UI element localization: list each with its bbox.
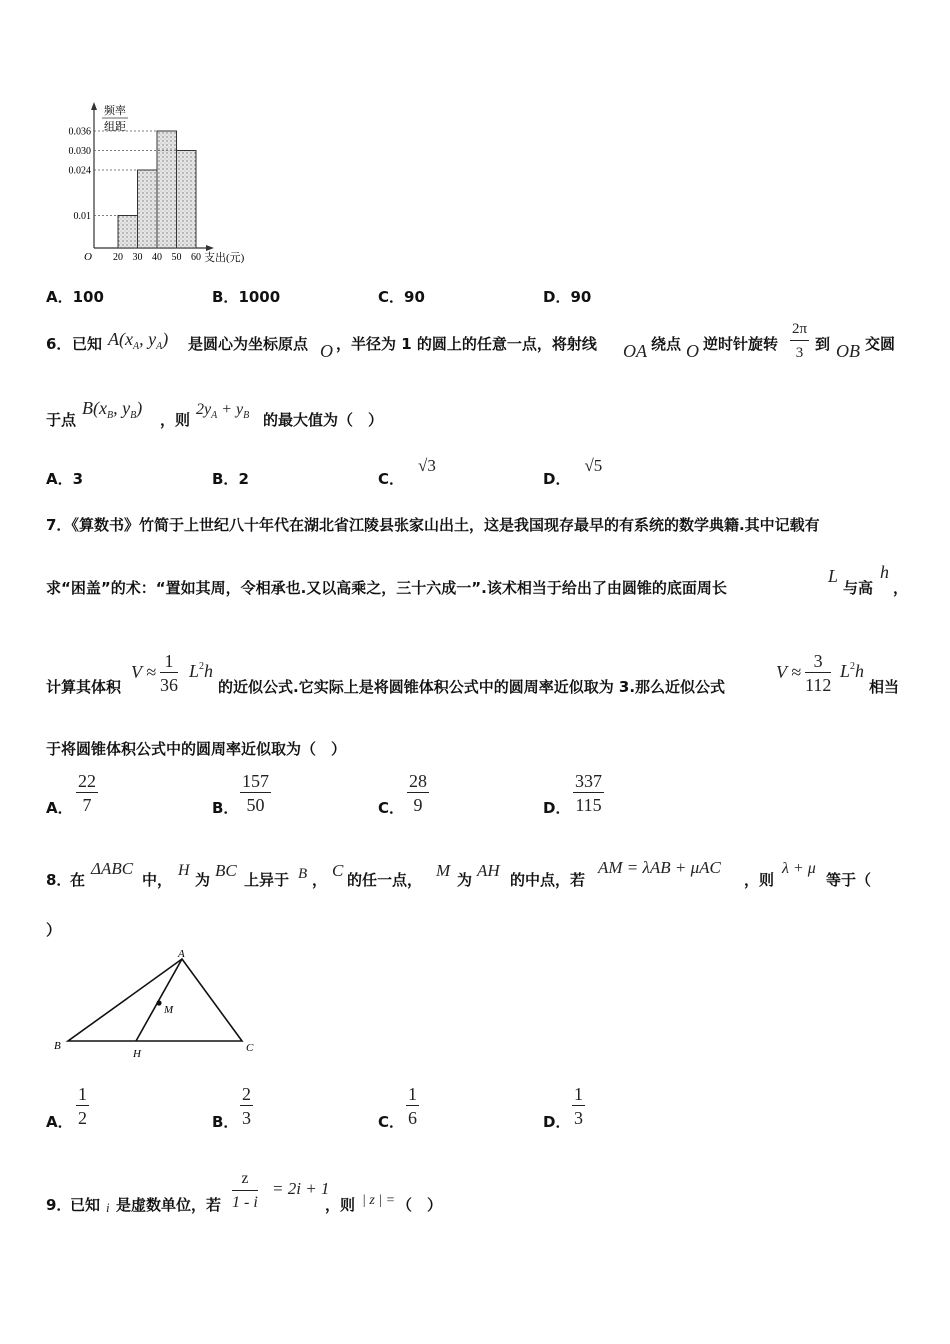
option-letter: A． xyxy=(46,288,73,306)
triangle-abc xyxy=(68,959,242,1041)
q7-option-b-fraction: $\frac{157}{50}$ xyxy=(242,771,269,815)
q8-text-9: ，则 xyxy=(744,871,775,889)
q8-option-a-letter[interactable]: A． xyxy=(46,1113,73,1131)
hist-xlabel: 支出(元) xyxy=(204,252,245,264)
q8-option-a-fraction: $\frac{1}{2}$ xyxy=(78,1084,87,1128)
q6-math-oa: OA xyxy=(623,341,647,361)
q8-text-4: 上异于 xyxy=(244,871,290,889)
option-text: √5 xyxy=(584,456,603,475)
histogram-figure xyxy=(68,100,258,268)
q7-option-a-letter[interactable]: A． xyxy=(46,799,73,817)
histogram-xtick: 20 xyxy=(113,252,123,263)
label-m: M xyxy=(164,1004,174,1016)
q9-text-4: （ ） xyxy=(397,1196,443,1214)
q8-text-5: ， xyxy=(312,871,328,889)
q6-text-1: 已知 xyxy=(72,335,103,353)
q8-number: 8． xyxy=(46,871,72,889)
q8-math-ah: AH xyxy=(477,861,500,880)
histogram-bar xyxy=(177,151,197,249)
option-text: 1000 xyxy=(238,288,281,306)
option-letter: A． xyxy=(46,470,73,488)
q8-option-b-letter[interactable]: B． xyxy=(212,1113,239,1131)
q7-option-d-letter[interactable]: D． xyxy=(543,799,571,817)
q6-math-a: $A(x_A$, $y_A$) xyxy=(108,329,169,352)
q8-math-lambda-mu: λ + μ xyxy=(782,860,816,877)
label-a: A xyxy=(178,948,185,960)
q6-text-5: 逆时针旋转 xyxy=(703,335,779,353)
option-letter: C． xyxy=(378,288,405,306)
q7-line-3a: 计算其体积 xyxy=(46,678,122,696)
q6-option-b[interactable] xyxy=(212,468,249,489)
q9-text-3: ，则 xyxy=(325,1196,356,1214)
q6-option-d[interactable] xyxy=(543,455,603,488)
option-letter: B． xyxy=(212,470,239,488)
q9-number: 9． xyxy=(46,1196,72,1214)
q9-rhs: = 2i + 1 xyxy=(272,1179,330,1198)
q7-number: 7． xyxy=(46,516,72,534)
q5-option-c[interactable] xyxy=(378,286,425,307)
q8-option-d-letter[interactable]: D． xyxy=(543,1113,571,1131)
q8-text-3: 为 xyxy=(195,871,211,889)
q7-math-l: L xyxy=(828,566,839,586)
q8-text-10: 等于（ xyxy=(826,871,872,889)
q6-text-4: 绕点 xyxy=(651,335,682,353)
histogram-xtick: 50 xyxy=(171,252,182,263)
q7-formula-2-v: V ≈ xyxy=(776,662,802,682)
q8-text-8: 的中点，若 xyxy=(510,871,586,889)
q7-line-3b: 的近似公式.它实际上是将圆锥体积公式中的圆周率近似取为 3.那么近似公式 xyxy=(218,678,726,696)
option-text: 100 xyxy=(72,288,104,306)
q5-option-b[interactable] xyxy=(212,286,280,307)
q8-text-6: 的任一点， xyxy=(347,871,423,889)
q6-text-6: 到 xyxy=(815,335,831,353)
histogram-bar xyxy=(138,170,158,248)
q6-option-a[interactable] xyxy=(46,468,83,489)
q6-expression: $2y_A + y_B$ xyxy=(196,401,250,421)
option-text: 2 xyxy=(238,470,249,488)
x-axis-arrow xyxy=(206,245,214,251)
q8-option-b-fraction: $\frac{2}{3}$ xyxy=(242,1084,251,1128)
q6-text-7: 交圆 xyxy=(865,335,896,353)
q8-math-equation: AM = λAB + μAC xyxy=(598,858,721,877)
point-m xyxy=(156,1000,161,1005)
hist-ylabel-bottom: 组距 xyxy=(104,121,126,133)
histogram-ytick: 0.024 xyxy=(68,165,91,177)
q6-math-b: $B(x_B$, $y_B$) xyxy=(82,398,143,421)
q6-option-c[interactable] xyxy=(378,455,436,488)
option-letter: D． xyxy=(543,470,571,488)
q6-text-2: 是圆心为坐标原点 xyxy=(188,335,309,353)
histogram-bar xyxy=(157,131,177,248)
q6-math-ob: OB xyxy=(836,341,860,361)
triangle-figure xyxy=(50,945,270,1065)
q7-option-c-fraction: $\frac{28}{9}$ xyxy=(409,771,427,815)
q8-option-c-fraction: $\frac{1}{6}$ xyxy=(408,1084,417,1128)
y-axis-arrow xyxy=(91,102,97,110)
q6-text-10: 的最大值为（ ） xyxy=(263,411,384,429)
q8-option-d-fraction: $\frac{1}{3}$ xyxy=(574,1084,583,1128)
label-c: C xyxy=(246,1042,254,1054)
q7-formula-1-v: V ≈ xyxy=(131,662,157,682)
q8-text-2: 中， xyxy=(142,871,173,889)
q5-option-a[interactable] xyxy=(46,286,104,307)
q7-line-1 xyxy=(46,514,820,535)
histogram-ytick: 0.01 xyxy=(73,211,91,222)
q5-option-d[interactable] xyxy=(543,286,591,307)
segment-ah xyxy=(136,959,182,1041)
q7-line-4: 于将圆锥体积公式中的圆周率近似取为（ ） xyxy=(46,740,347,758)
label-h: H xyxy=(133,1048,141,1060)
histogram-ytick: 0.036 xyxy=(68,126,91,138)
q6-text-3: ，半径为 1 的圆上的任意一点，将射线 xyxy=(336,335,597,353)
option-letter: B． xyxy=(212,288,239,306)
q9-text-1: 已知 xyxy=(70,1196,101,1214)
q8-math-triangle: ΔABC xyxy=(91,859,134,878)
q7-line-2a: 求“困盖”的术：“置如其周，令相承也.又以高乘之，三十六成一”.该术相当于给出了由圆锥的底面周长 xyxy=(46,579,727,597)
option-text: 90 xyxy=(570,288,592,306)
option-letter: C． xyxy=(378,470,405,488)
histogram-ytick: 0.030 xyxy=(68,146,91,157)
option-letter: D． xyxy=(543,288,571,306)
histogram-xtick: 40 xyxy=(152,252,162,263)
q7-option-a-fraction: $\frac{22}{7}$ xyxy=(78,771,96,815)
q7-formula-1-fraction: $\frac{1}{36}$ xyxy=(160,651,178,695)
q8-text-7: 为 xyxy=(457,871,473,889)
option-text: 3 xyxy=(72,470,84,488)
hist-ylabel-top: 频率 xyxy=(104,105,126,117)
label-b: B xyxy=(54,1040,61,1052)
q9-math-i: i xyxy=(106,1200,110,1215)
q8-math-c: C xyxy=(332,861,344,880)
histogram-xtick: 60 xyxy=(191,252,201,263)
q6-text-9: ，则 xyxy=(160,411,191,429)
histogram-bar xyxy=(118,216,138,249)
q6-text-8: 于点 xyxy=(46,411,77,429)
option-text: 90 xyxy=(404,288,425,306)
q7-math-h: h xyxy=(880,562,889,582)
q7-option-d-fraction: $\frac{337}{115}$ xyxy=(575,771,602,815)
q9-fraction: $\frac{z}{1 - i}$ xyxy=(232,1170,258,1211)
q9-text-2: 是虚数单位，若 xyxy=(116,1196,222,1214)
q8-text-1: 在 xyxy=(70,871,86,889)
q8-math-b: B xyxy=(298,866,308,882)
q6-number: 6． xyxy=(46,335,72,353)
q7-line-2b: 与高 xyxy=(843,579,874,597)
option-text: √3 xyxy=(418,456,436,475)
histogram-xtick: 30 xyxy=(132,252,143,263)
q6-math-o: O xyxy=(320,341,333,361)
q8-option-c-letter[interactable]: C． xyxy=(378,1113,405,1131)
q6-math-o2: O xyxy=(686,341,699,361)
q8-math-h: H xyxy=(178,862,190,879)
q7-formula-2-fraction: $\frac{3}{112}$ xyxy=(805,651,832,695)
q8-math-bc: BC xyxy=(215,861,237,880)
q7-comma: ， xyxy=(893,579,909,597)
q8-text-11: ） xyxy=(46,921,62,939)
q7-line-3c: 相当 xyxy=(869,678,900,696)
hist-origin: O xyxy=(84,251,92,263)
q7-formula-2-tail: $L^2h$ xyxy=(840,661,865,681)
q7-option-c-letter[interactable]: C． xyxy=(378,799,405,817)
q6-fraction: $\frac{2\pi}{3}$ xyxy=(790,318,809,365)
q7-line-1-text: 《算数书》竹简于上世纪八十年代在湖北省江陵县张家山出土，这是我国现存最早的有系统的数学典籍.其中记载有 xyxy=(71,516,820,534)
q8-math-m: M xyxy=(436,861,451,880)
q9-math-abs: | z | = xyxy=(362,1193,396,1208)
q7-formula-1-tail: $L^2h$ xyxy=(189,661,214,681)
q7-option-b-letter[interactable]: B． xyxy=(212,799,239,817)
